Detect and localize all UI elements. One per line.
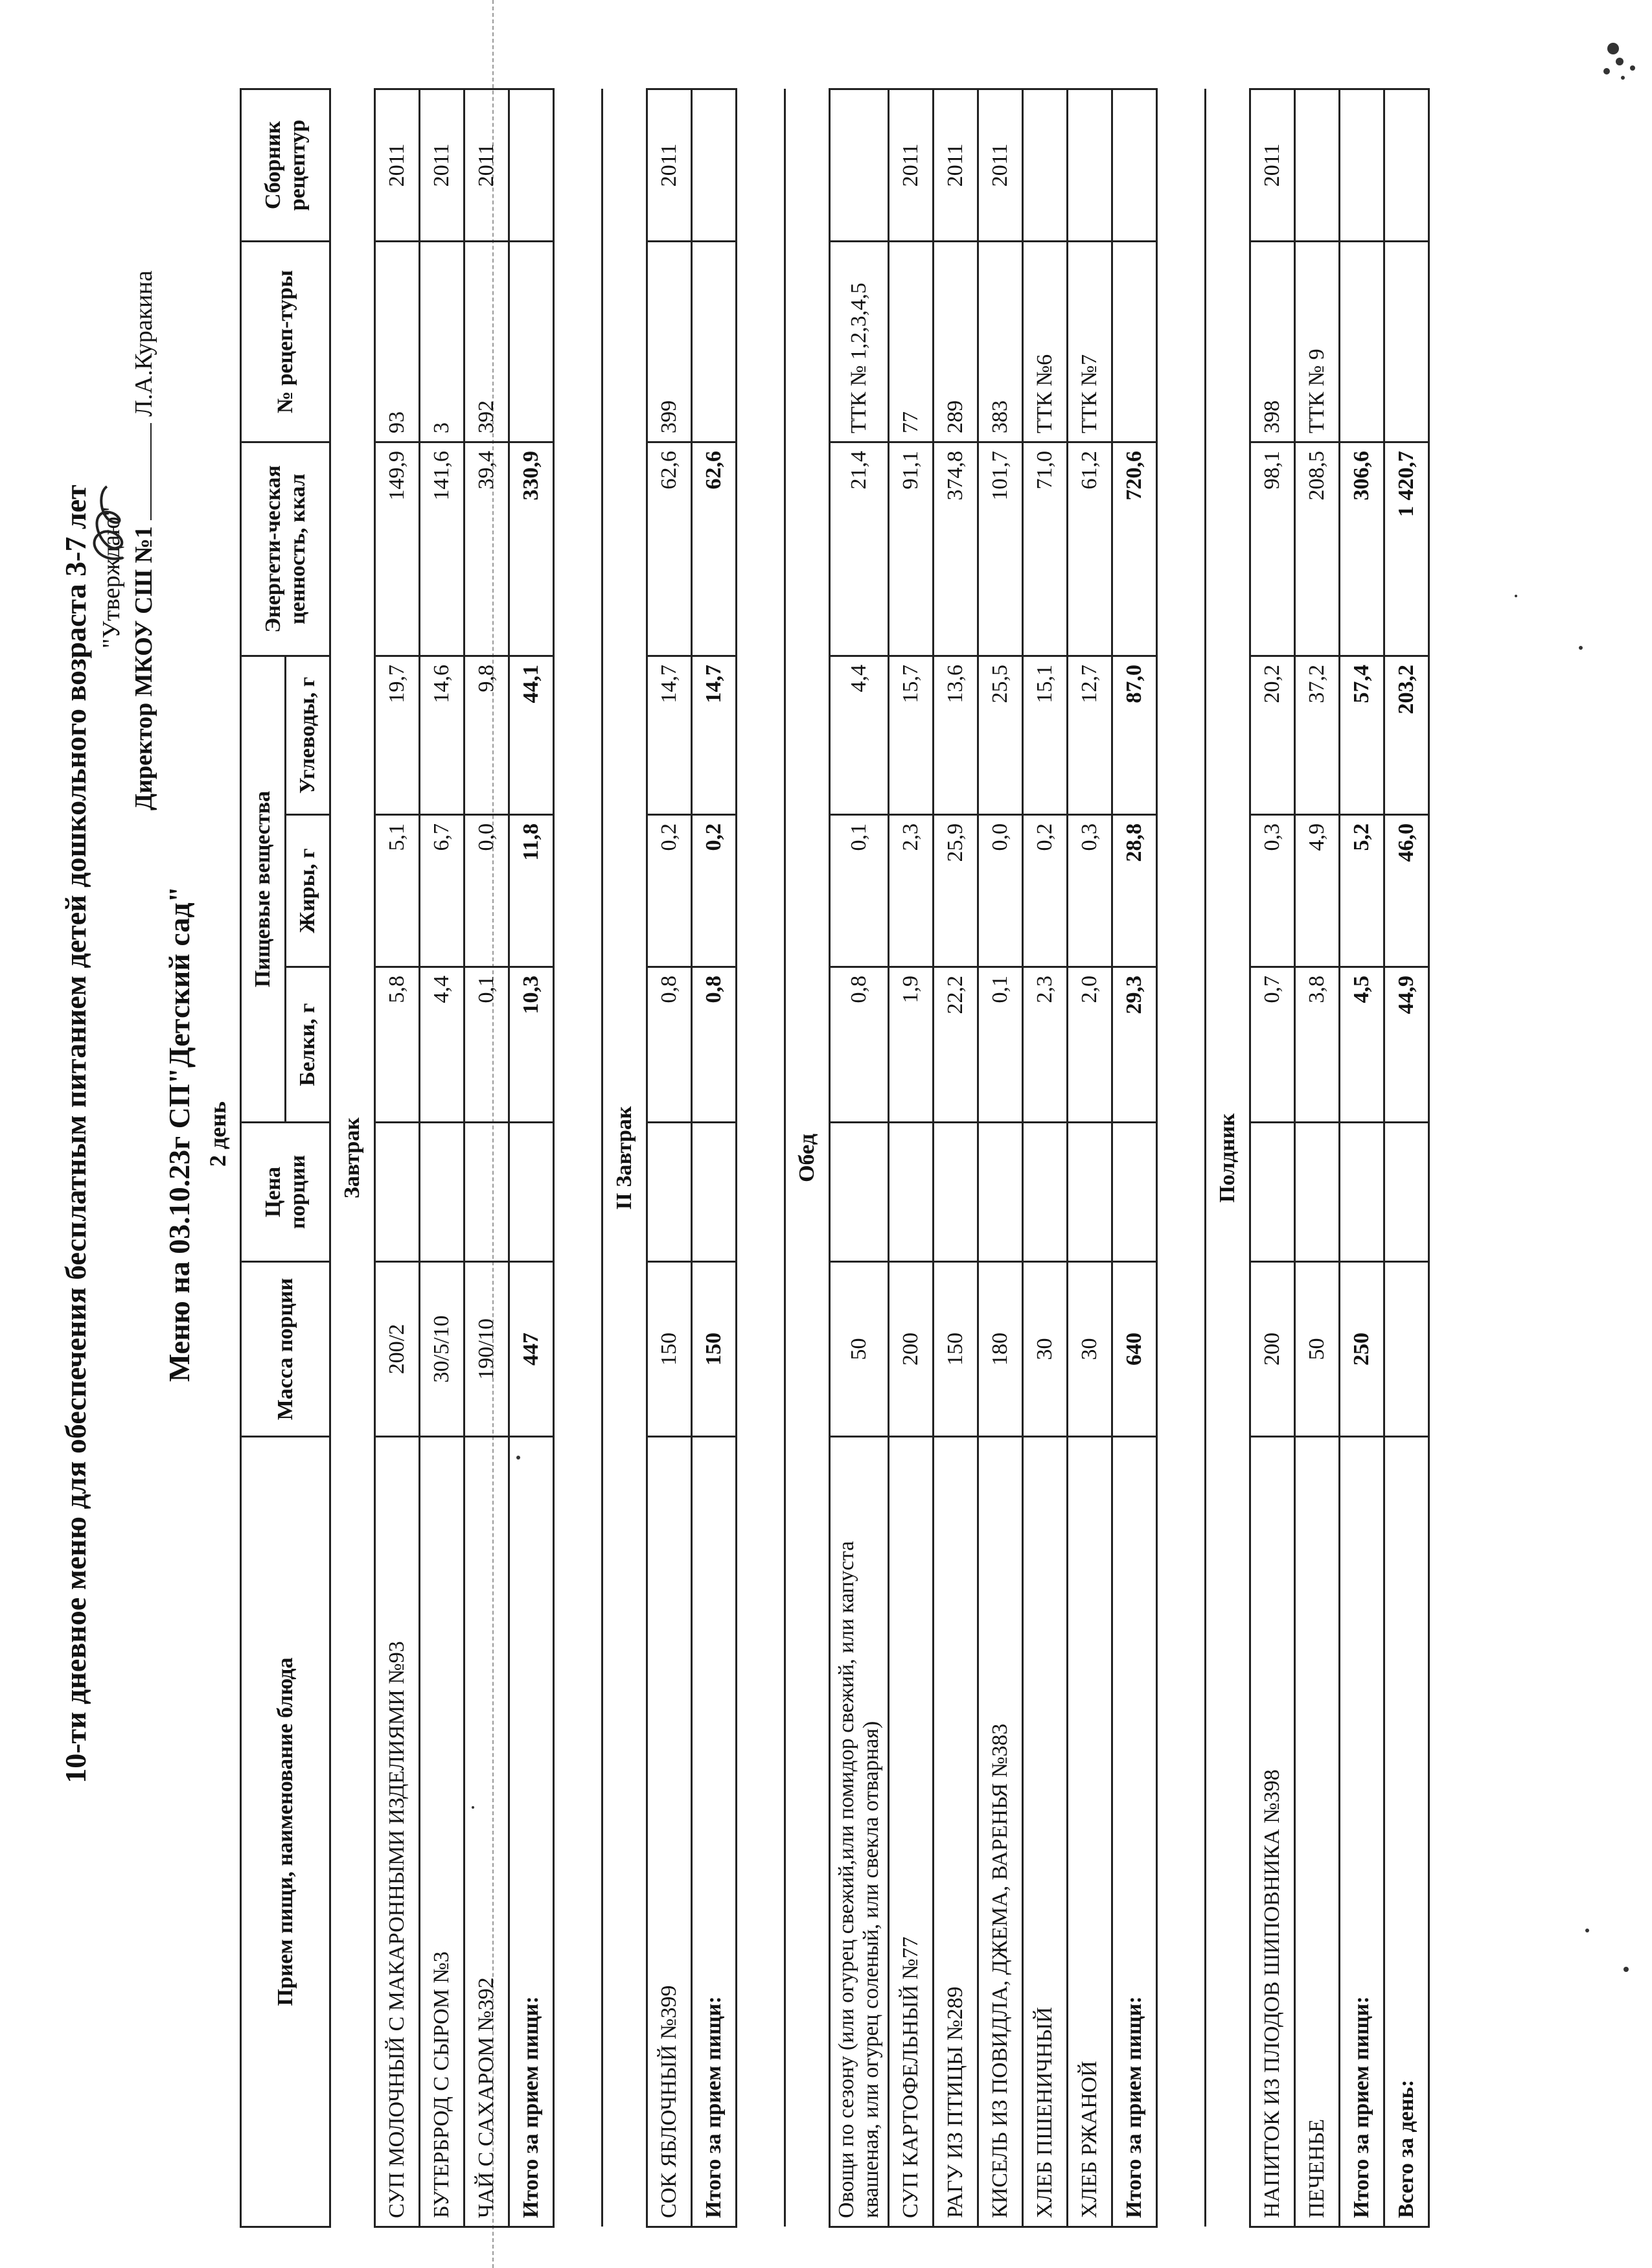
total-price — [509, 1123, 554, 1262]
total-price — [692, 1123, 737, 1262]
dish-carbs: 15,7 — [889, 656, 934, 814]
dish-carbs: 4,4 — [830, 656, 889, 814]
dish-price — [1250, 1123, 1295, 1262]
total-label: Итого за прием пищи: — [509, 1437, 554, 2227]
dish-collection: 2011 — [465, 89, 509, 241]
dish-energy: 21,4 — [830, 442, 889, 656]
dish-recipe: ТТК №7 — [1068, 241, 1112, 442]
meal-total-row — [1112, 89, 1157, 2227]
dish-name: НАПИТОК ИЗ ПЛОДОВ ШИПОВНИКА №398 — [1250, 1437, 1295, 2227]
dish-price — [830, 1123, 889, 1262]
dish-mass: 200 — [1250, 1262, 1295, 1437]
dish-energy: 101,7 — [978, 442, 1023, 656]
dish-recipe: 383 — [978, 241, 1023, 442]
col-mass-header: Масса порции — [241, 1262, 330, 1437]
dish-protein: 3,8 — [1295, 967, 1340, 1123]
day-total-carbs: 203,2 — [1384, 656, 1429, 814]
section-header-row — [785, 89, 830, 2227]
day-total-recipe — [1384, 241, 1429, 442]
director-name: Л.А.Куракина — [130, 270, 157, 417]
dish-fat: 6,7 — [420, 815, 465, 967]
section-label: II Завтрак — [602, 89, 647, 2227]
dish-collection: 2011 — [889, 89, 934, 241]
dish-carbs: 19,7 — [375, 656, 420, 814]
dish-mass: 150 — [647, 1262, 692, 1437]
director-role: Директор МКОУ СШ №1 — [130, 526, 157, 810]
dish-name: ХЛЕБ ПШЕНИЧНЫЙ — [1023, 1437, 1068, 2227]
section-label: Полдник — [1206, 89, 1250, 2227]
dish-row — [934, 89, 978, 2227]
dish-fat: 0,2 — [1023, 815, 1068, 967]
section-label: Завтрак — [330, 89, 375, 2227]
dish-carbs: 13,6 — [934, 656, 978, 814]
dish-recipe: 289 — [934, 241, 978, 442]
dish-carbs: 14,6 — [420, 656, 465, 814]
total-label: Итого за прием пищи: — [692, 1437, 737, 2227]
dish-mass: 50 — [830, 1262, 889, 1437]
dish-collection — [830, 89, 889, 241]
day-total-mass — [1384, 1262, 1429, 1437]
dish-name: ХЛЕБ РЖАНОЙ — [1068, 1437, 1112, 2227]
day-total-collection — [1384, 89, 1429, 241]
total-collection — [509, 89, 554, 241]
dish-row — [465, 89, 509, 2227]
dish-row — [978, 89, 1023, 2227]
total-recipe — [1340, 241, 1384, 442]
dish-fat: 0,3 — [1068, 815, 1112, 967]
total-collection — [692, 89, 737, 241]
day-total-row — [1384, 89, 1429, 2227]
dish-collection: 2011 — [375, 89, 420, 241]
dish-row — [1250, 89, 1295, 2227]
spacer-cell — [737, 89, 785, 2227]
total-fat: 0,2 — [692, 815, 737, 967]
dish-recipe: 399 — [647, 241, 692, 442]
dish-name: ПЕЧЕНЬЕ — [1295, 1437, 1340, 2227]
dish-carbs: 20,2 — [1250, 656, 1295, 814]
col-protein-header: Белки, г — [286, 967, 330, 1123]
dish-row — [1068, 89, 1112, 2227]
dish-recipe: 398 — [1250, 241, 1295, 442]
col-recipe-header: № рецеп-туры — [241, 241, 330, 442]
total-mass: 640 — [1112, 1262, 1157, 1437]
dish-fat: 0,0 — [978, 815, 1023, 967]
dish-collection: 2011 — [420, 89, 465, 241]
dish-name: РАГУ ИЗ ПТИЦЫ №289 — [934, 1437, 978, 2227]
dish-fat: 25,9 — [934, 815, 978, 967]
dish-recipe: ТТК № 9 — [1295, 241, 1340, 442]
dish-mass: 50 — [1295, 1262, 1340, 1437]
total-price — [1340, 1123, 1384, 1262]
total-energy: 720,6 — [1112, 442, 1157, 656]
total-energy: 62,6 — [692, 442, 737, 656]
total-carbs: 44,1 — [509, 656, 554, 814]
total-protein: 10,3 — [509, 967, 554, 1123]
section-header-row — [330, 89, 375, 2227]
total-collection — [1340, 89, 1384, 241]
dish-name: СОК ЯБЛОЧНЫЙ №399 — [647, 1437, 692, 2227]
dish-energy: 62,6 — [647, 442, 692, 656]
dish-protein: 2,0 — [1068, 967, 1112, 1123]
dish-energy: 61,2 — [1068, 442, 1112, 656]
dish-collection: 2011 — [1250, 89, 1295, 241]
dish-fat: 0,0 — [465, 815, 509, 967]
dish-protein: 0,8 — [647, 967, 692, 1123]
dish-mass: 190/10 — [465, 1262, 509, 1437]
dish-name: СУП МОЛОЧНЫЙ С МАКАРОННЫМИ ИЗДЕЛИЯМИ №93 — [375, 1437, 420, 2227]
dish-row — [889, 89, 934, 2227]
menu-title: Меню на 03.10.23г СП"Детский сад" — [163, 886, 196, 1382]
dish-energy: 374,8 — [934, 442, 978, 656]
dish-protein: 5,8 — [375, 967, 420, 1123]
dish-recipe: ТТК №6 — [1023, 241, 1068, 442]
dish-mass: 150 — [934, 1262, 978, 1437]
dish-fat: 0,2 — [647, 815, 692, 967]
dish-price — [889, 1123, 934, 1262]
section-label: Обед — [785, 89, 830, 2227]
dish-name: СУП КАРТОФЕЛЬНЫЙ №77 — [889, 1437, 934, 2227]
total-energy: 330,9 — [509, 442, 554, 656]
dish-row — [1023, 89, 1068, 2227]
dish-collection — [1295, 89, 1340, 241]
dish-row — [420, 89, 465, 2227]
day-total-energy: 1 420,7 — [1384, 442, 1429, 656]
dish-protein: 0,1 — [465, 967, 509, 1123]
approval-stamp-text: "Утверждаю" — [98, 507, 125, 648]
total-protein: 0,8 — [692, 967, 737, 1123]
dish-recipe: 93 — [375, 241, 420, 442]
dish-collection: 2011 — [934, 89, 978, 241]
total-fat: 5,2 — [1340, 815, 1384, 967]
dish-carbs: 37,2 — [1295, 656, 1340, 814]
dish-carbs: 25,5 — [978, 656, 1023, 814]
dish-collection — [1023, 89, 1068, 241]
total-protein: 4,5 — [1340, 967, 1384, 1123]
total-recipe — [509, 241, 554, 442]
total-collection — [1112, 89, 1157, 241]
total-mass: 447 — [509, 1262, 554, 1437]
total-carbs: 87,0 — [1112, 656, 1157, 814]
col-name-header: Прием пищи, наименование блюда — [241, 1437, 330, 2227]
spacer-cell — [554, 89, 602, 2227]
dish-protein: 4,4 — [420, 967, 465, 1123]
day-label: 2 день — [205, 1101, 231, 1167]
total-mass: 150 — [692, 1262, 737, 1437]
dish-name: Овощи по сезону (или огурец свежий,или помидор свежий, или капуста квашеная, или огурец соленый, или свекла отварная) — [830, 1437, 889, 2227]
dish-fat: 2,3 — [889, 815, 934, 967]
dish-fat: 4,9 — [1295, 815, 1340, 967]
dish-energy: 39,4 — [465, 442, 509, 656]
spacer-row — [554, 89, 602, 2227]
menu-table-body — [330, 89, 1429, 2227]
col-price-header: Цена порции — [241, 1123, 330, 1262]
spacer-cell — [1157, 89, 1206, 2227]
total-label: Итого за прием пищи: — [1340, 1437, 1384, 2227]
dish-fat: 0,3 — [1250, 815, 1295, 967]
meal-total-row — [692, 89, 737, 2227]
dish-mass: 200/2 — [375, 1262, 420, 1437]
dish-protein: 0,1 — [978, 967, 1023, 1123]
col-energy-header: Энергети-ческая ценность, ккал — [241, 442, 330, 656]
total-carbs: 14,7 — [692, 656, 737, 814]
dish-recipe: ТТК № 1,2,3,4,5 — [830, 241, 889, 442]
day-total-label: Всего за день: — [1384, 1437, 1429, 2227]
dish-mass: 30 — [1068, 1262, 1112, 1437]
meal-total-row — [509, 89, 554, 2227]
col-collection-header: Сборник рецептур — [241, 89, 330, 241]
dish-recipe: 3 — [420, 241, 465, 442]
dish-protein: 22,2 — [934, 967, 978, 1123]
dish-price — [1068, 1123, 1112, 1262]
director-signature — [78, 480, 143, 571]
menu-table — [240, 88, 1430, 2228]
total-mass: 250 — [1340, 1262, 1384, 1437]
dish-collection: 2011 — [978, 89, 1023, 241]
total-fat: 28,8 — [1112, 815, 1157, 967]
dish-carbs: 14,7 — [647, 656, 692, 814]
dish-energy: 208,5 — [1295, 442, 1340, 656]
total-protein: 29,3 — [1112, 967, 1157, 1123]
dish-protein: 0,8 — [830, 967, 889, 1123]
total-carbs: 57,4 — [1340, 656, 1384, 814]
total-label: Итого за прием пищи: — [1112, 1437, 1157, 2227]
dish-energy: 141,6 — [420, 442, 465, 656]
total-price — [1112, 1123, 1157, 1262]
dish-row — [830, 89, 889, 2227]
dish-fat: 0,1 — [830, 815, 889, 967]
document-title: 10-ти дневное меню для обеспечения бесплатным питанием детей дошкольного возраста 3-7 лет — [59, 485, 92, 1783]
dish-energy: 91,1 — [889, 442, 934, 656]
total-fat: 11,8 — [509, 815, 554, 967]
dish-energy: 149,9 — [375, 442, 420, 656]
section-header-row — [1206, 89, 1250, 2227]
dish-price — [1295, 1123, 1340, 1262]
total-energy: 306,6 — [1340, 442, 1384, 656]
dish-recipe: 392 — [465, 241, 509, 442]
dish-price — [934, 1123, 978, 1262]
dish-price — [978, 1123, 1023, 1262]
dish-mass: 30/5/10 — [420, 1262, 465, 1437]
section-header-row — [602, 89, 647, 2227]
col-carbs-header: Углеводы, г — [286, 656, 330, 814]
dish-protein: 1,9 — [889, 967, 934, 1123]
dish-collection — [1068, 89, 1112, 241]
day-total-protein: 44,9 — [1384, 967, 1429, 1123]
day-total-fat: 46,0 — [1384, 815, 1429, 967]
dish-carbs: 12,7 — [1068, 656, 1112, 814]
dish-protein: 2,3 — [1023, 967, 1068, 1123]
dish-row — [375, 89, 420, 2227]
col-fat-header: Жиры, г — [286, 815, 330, 967]
dish-row — [1295, 89, 1340, 2227]
dish-price — [375, 1123, 420, 1262]
dish-carbs: 15,1 — [1023, 656, 1068, 814]
dish-price — [647, 1123, 692, 1262]
total-recipe — [692, 241, 737, 442]
dish-collection: 2011 — [647, 89, 692, 241]
dish-name: ЧАЙ С САХАРОМ №392 — [465, 1437, 509, 2227]
total-recipe — [1112, 241, 1157, 442]
dish-price — [420, 1123, 465, 1262]
dish-name: КИСЕЛЬ ИЗ ПОВИДЛА, ДЖЕМА, ВАРЕНЬЯ №383 — [978, 1437, 1023, 2227]
col-nutrients-header: Пищевые вещества — [241, 656, 286, 1122]
dish-name: БУТЕРБРОД С СЫРОМ №3 — [420, 1437, 465, 2227]
dish-protein: 0,7 — [1250, 967, 1295, 1123]
dish-mass: 200 — [889, 1262, 934, 1437]
spacer-row — [737, 89, 785, 2227]
dish-price — [1023, 1123, 1068, 1262]
dish-energy: 71,0 — [1023, 442, 1068, 656]
dish-carbs: 9,8 — [465, 656, 509, 814]
day-total-price — [1384, 1123, 1429, 1262]
dish-mass: 30 — [1023, 1262, 1068, 1437]
dish-recipe: 77 — [889, 241, 934, 442]
dish-row — [647, 89, 692, 2227]
spacer-row — [1157, 89, 1206, 2227]
dish-mass: 180 — [978, 1262, 1023, 1437]
dish-fat: 5,1 — [375, 815, 420, 967]
meal-total-row — [1340, 89, 1384, 2227]
dish-price — [465, 1123, 509, 1262]
dish-energy: 98,1 — [1250, 442, 1295, 656]
